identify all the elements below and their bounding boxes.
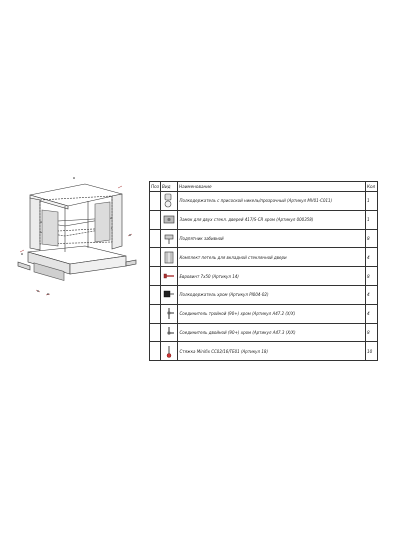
part-qty: 4 [366, 304, 378, 323]
table-row [150, 323, 378, 342]
part-name: Полкодержатель хром (Артикул PI004-02) [178, 285, 366, 304]
part-name: Евровинт 7х50 (Артикул 14) [178, 267, 366, 286]
part-qty: 8 [366, 229, 378, 248]
part-name: Соединитель двойной (90+) хром (Артикул A47.3 (X/X) [178, 323, 366, 342]
part-qty: 8 [366, 323, 378, 342]
table-row [150, 304, 378, 323]
view-cell [161, 192, 178, 211]
pos-cell [150, 192, 161, 211]
part-qty: 4 [366, 285, 378, 304]
header-view: Вид [161, 182, 178, 192]
view-cell [161, 342, 178, 361]
part-name: Соединитель тройной (90+) хром (Артикул A47.2 (X/X) [178, 304, 366, 323]
glass-door-lock-icon [163, 212, 175, 227]
part-name: Комплект петель для вкладной стеклянной двери [178, 248, 366, 267]
double-connector-icon [163, 325, 175, 340]
table-row [150, 267, 378, 286]
header-pos: Поз [150, 182, 161, 192]
cabinet-assembly-drawing [10, 170, 145, 310]
table-row [150, 285, 378, 304]
header-qty: Кол [366, 182, 378, 192]
pos-cell [150, 342, 161, 361]
table-row [150, 248, 378, 267]
part-name: Подпятник забивной [178, 229, 366, 248]
pos-cell [150, 323, 161, 342]
part-qty: 8 [366, 267, 378, 286]
nail-foot-icon [163, 231, 175, 246]
hinge-set-icon [163, 250, 175, 265]
minifix-icon [163, 344, 175, 359]
part-name: Замок для двух стекл. дверей 417/S-CR хром (Артикул 000358) [178, 210, 366, 229]
table-header-row [150, 182, 378, 192]
table-row [150, 229, 378, 248]
triple-connector-icon [163, 306, 175, 321]
part-name: Стяжка Minifix CC02/16/TE01 (Артикул 18) [178, 342, 366, 361]
pos-cell [150, 248, 161, 267]
pos-cell [150, 210, 161, 229]
part-qty: 10 [366, 342, 378, 361]
view-cell [161, 304, 178, 323]
table-row [150, 192, 378, 211]
table-row [150, 342, 378, 361]
header-name: Наименование [178, 182, 366, 192]
view-cell [161, 229, 178, 248]
pos-cell [150, 229, 161, 248]
pos-cell [150, 285, 161, 304]
part-qty: 4 [366, 248, 378, 267]
parts-specification-table [149, 181, 378, 361]
view-cell [161, 285, 178, 304]
part-qty: 1 [366, 192, 378, 211]
pos-cell [150, 267, 161, 286]
view-cell [161, 248, 178, 267]
pos-cell [150, 304, 161, 323]
euroscrew-icon [163, 269, 175, 284]
part-name: Полкодержатель с присоской никель/прозрачный (Артикул MV01-C011) [178, 192, 366, 211]
view-cell [161, 210, 178, 229]
table-row [150, 210, 378, 229]
shelf-holder-suction-icon [163, 193, 175, 208]
shelf-holder-chrome-icon [163, 287, 175, 302]
part-qty: 1 [366, 210, 378, 229]
view-cell [161, 267, 178, 286]
view-cell [161, 323, 178, 342]
